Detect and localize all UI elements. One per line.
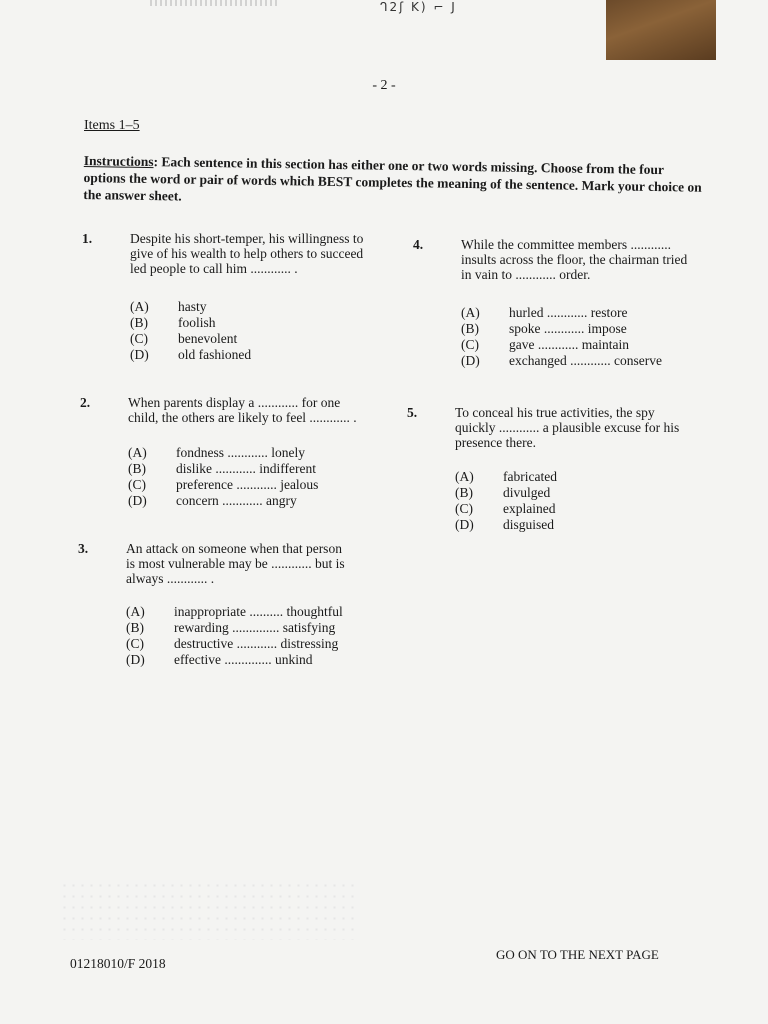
question-text: To conceal his true activities, the spy quickly ............ a plausible excuse for his presence there.: [455, 405, 680, 450]
question-number: 5.: [407, 405, 418, 420]
next-page-notice: GO ON TO THE NEXT PAGE: [496, 947, 659, 962]
corner-stain: [606, 0, 716, 60]
handwritten-scribble: ᒉ2ʃ K) ⌐ J: [380, 0, 457, 14]
section-title: Items 1–5: [84, 118, 140, 133]
question-text: When parents display a ............ for one child, the others are likely to feel ............ .: [128, 395, 357, 425]
question-text: Despite his short-temper, his willingness to give of his wealth to help others to succeed led people to call him ............ .: [130, 231, 364, 276]
page-number: - 2 -: [372, 78, 396, 93]
exam-page: ᒉ2ʃ K) ⌐ J - 2 - Items 1–5 Instructions: Each sentence in this section has either one or two words missing. Choose from the four options the word or pair of words which BEST completes the meaning of the sentence. Mark your choice on the answer sheet. 1. Despite his short-temper, his willingness to give of his wealth to help others to succeed led people to call him ............ . (A) hasty (B) foolish (C) benevolent (D) old fashioned 2. When parents display a ............ for one child, the others are likely to feel ............ . (A) fondness ............ lonely (B) dislike ............ indifferent (C) preference ............ jealous (D) concern ............ angry 3. An attack on someone when that person is most vulnerable may be ............ but is always ............ . (A) inappropriate .......... thoughtful (B) rewarding .............. satisfying (C) destructive ............ distressing (D) effective .............. unkind 4. While the committee members ............ insults across the floor, the chairman tried in vain to ............ order. (A) hurled ............ restore (B) spoke ............ impose (C) gave ............ maintain (D) exchanged ............ conserve 5. To conceal his true activities, the spy quickly ............ a plausible excuse for his presence there. (A) fabricated (B) divulged (C) explained (D) disguised GO ON TO THE NEXT PAGE 01218010/F 2018: [0, 0, 768, 1024]
instructions-lead: Instructions: [83, 152, 154, 170]
question-number: 4.: [413, 237, 424, 252]
instructions: [83, 152, 704, 213]
question-number: 3.: [78, 541, 89, 556]
question-text: While the committee members ............ insults across the floor, the chairman tried in vain to ............ order.: [461, 237, 688, 282]
instructions-body: : Each sentence in this section has either one or two words missing. Choose from the four options the word or pair of words which BEST completes the meaning of the sentence. Mark your choice on the answer sheet.: [83, 154, 702, 204]
question-number: 2.: [80, 395, 91, 410]
question-text: An attack on someone when that person is most vulnerable may be ............ but is always ............ .: [126, 541, 345, 586]
scan-smudge: [150, 0, 280, 6]
question-number: 1.: [82, 231, 93, 246]
scan-noise: [60, 880, 360, 940]
paper-code: 01218010/F 2018: [70, 956, 166, 971]
